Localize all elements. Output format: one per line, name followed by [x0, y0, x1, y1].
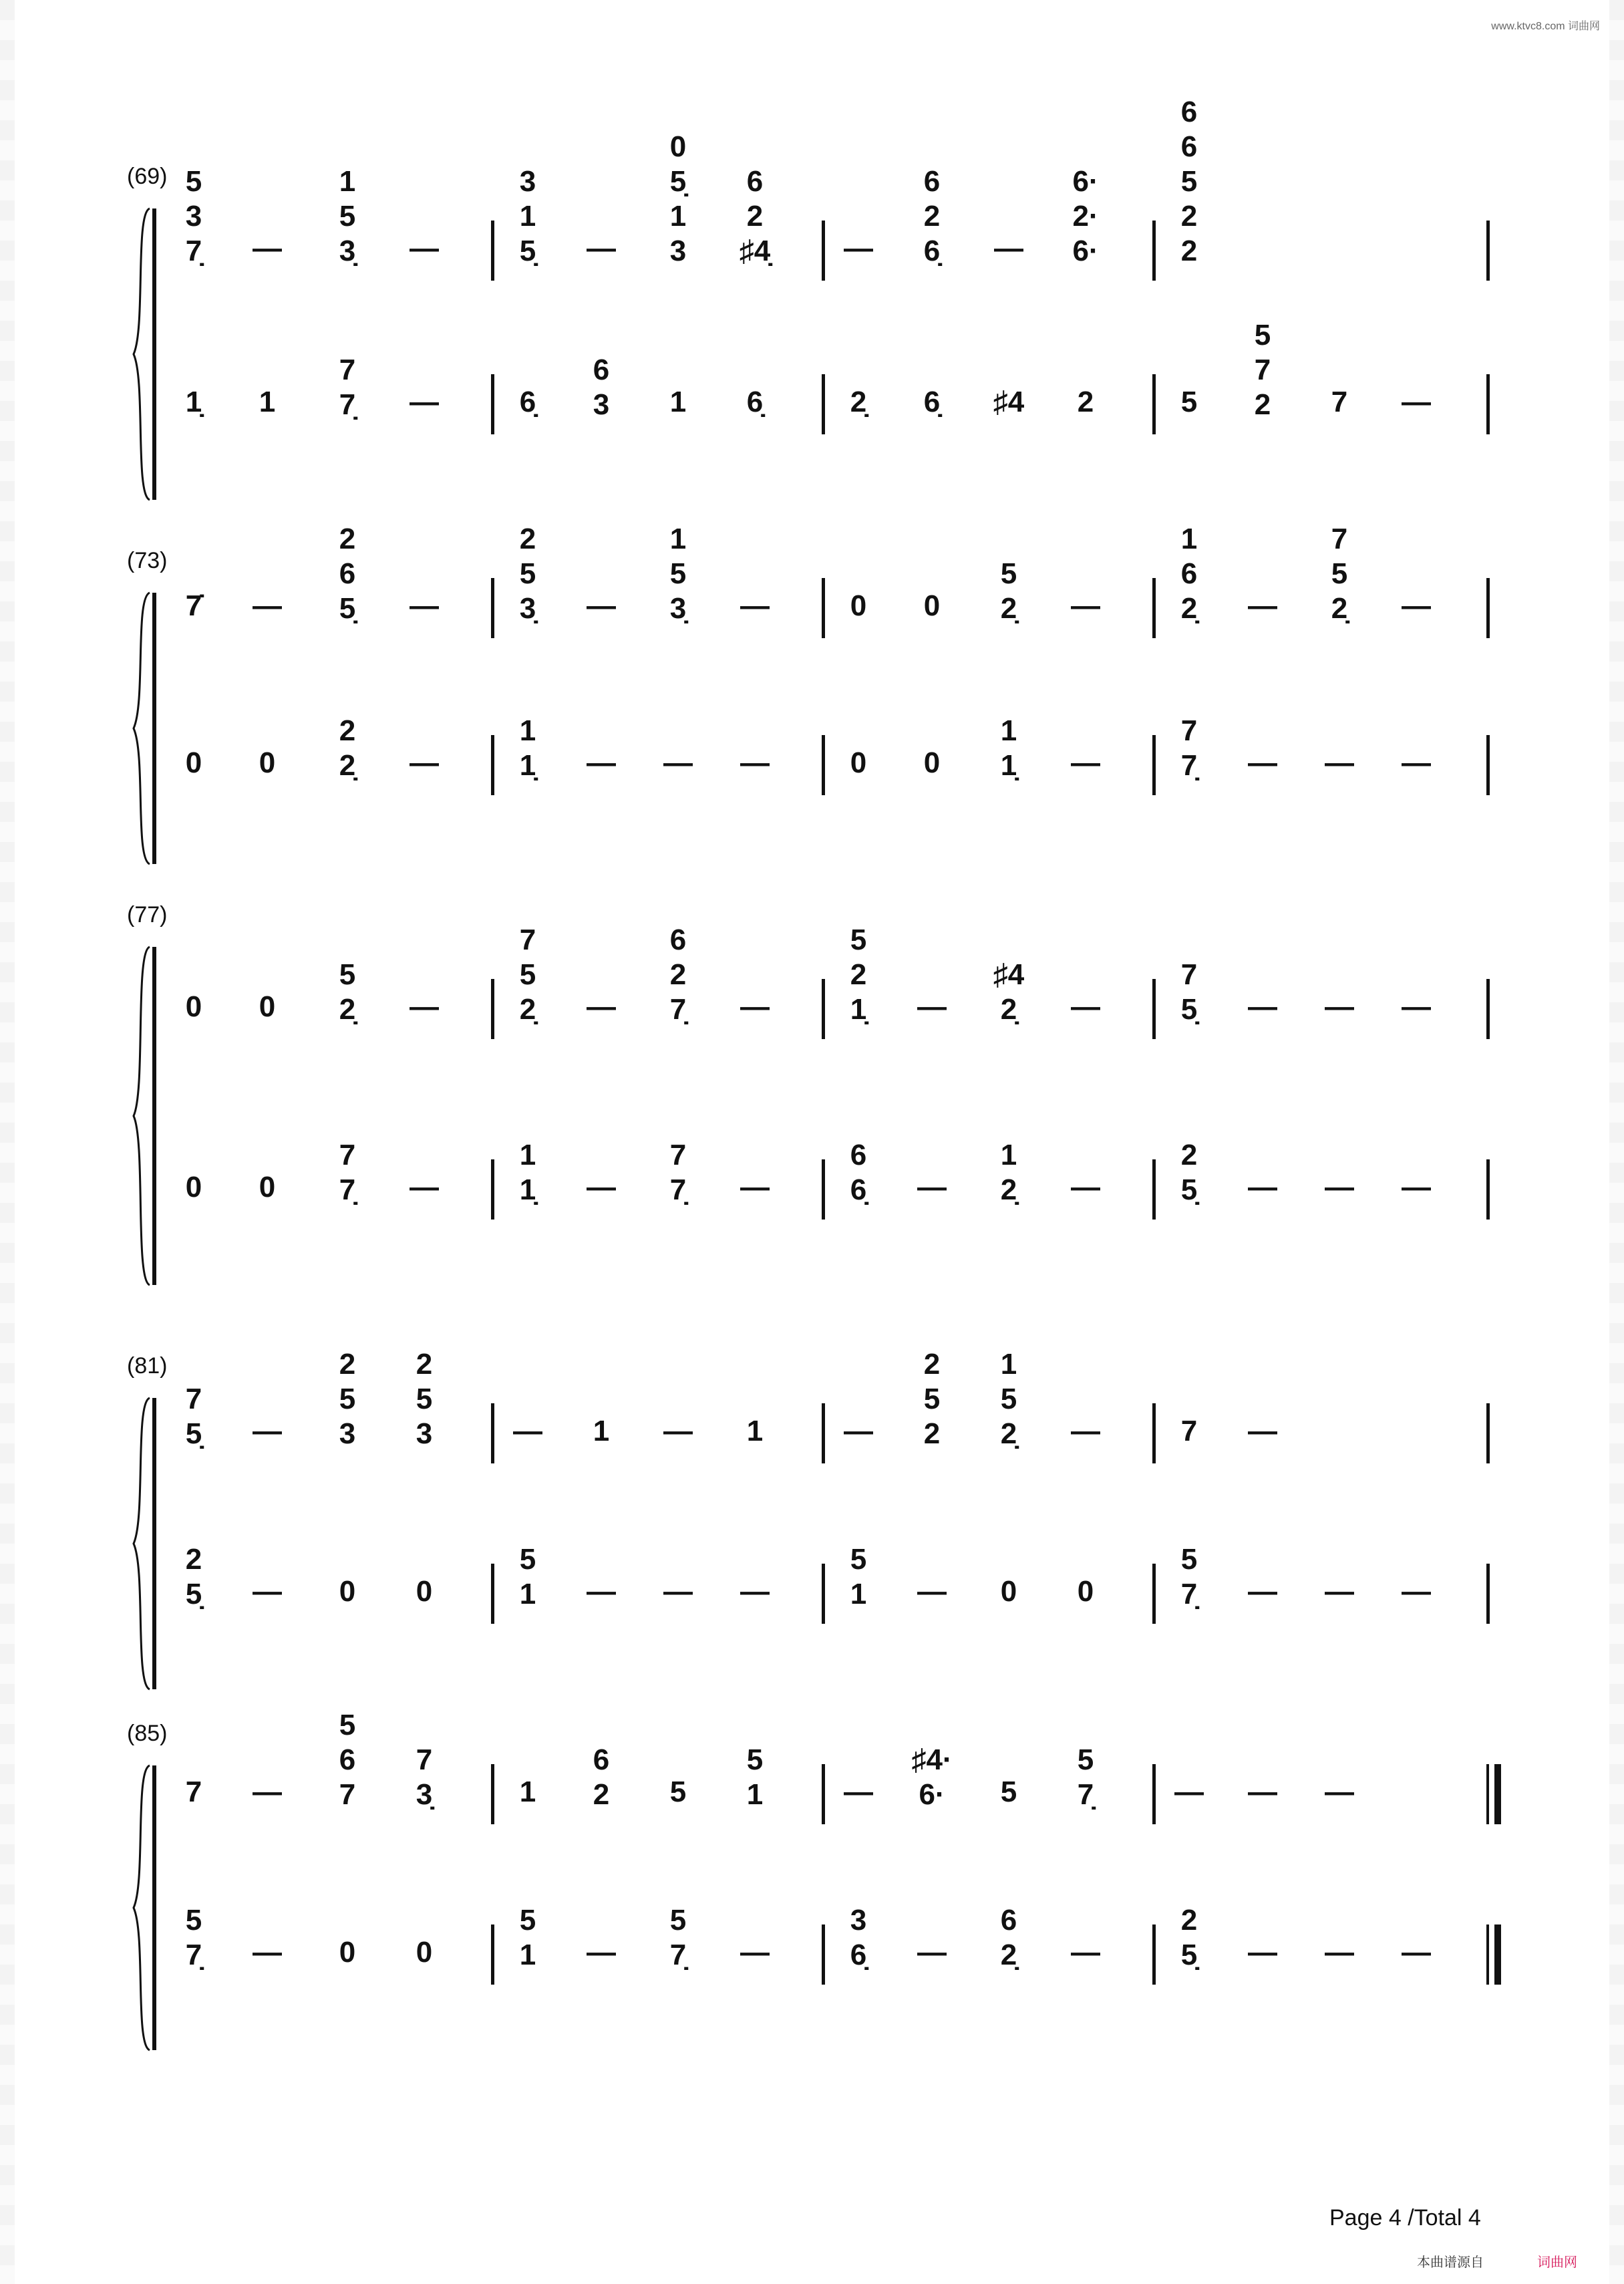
upper-note: 7 5̣	[185, 1383, 202, 1450]
measure-number: (69)	[127, 164, 168, 189]
upper-note: 3 1 5̣	[519, 165, 536, 267]
lower-note: —	[1402, 386, 1431, 418]
lower-note: 2 2̣	[339, 714, 356, 782]
lower-note: —	[1248, 1171, 1277, 1203]
upper-note: —	[1402, 990, 1431, 1023]
lower-note: 2	[1077, 386, 1094, 418]
upper-note: 0	[850, 589, 867, 622]
upper-note: 6· 2· 6·	[1072, 165, 1099, 267]
upper-note: —	[1248, 1415, 1277, 1447]
lower-staff	[0, 1904, 1624, 1981]
lower-note: 5 7̣	[185, 1904, 202, 1971]
lower-note: —	[1402, 1171, 1431, 1203]
upper-note: 7	[1180, 1415, 1198, 1447]
lower-note: —	[1402, 746, 1431, 779]
upper-note: —	[253, 232, 282, 265]
lower-note: 0	[416, 1936, 433, 1969]
measure-number: (81)	[127, 1353, 168, 1379]
lower-note: 6 6̣	[850, 1139, 867, 1206]
lower-note: —	[740, 1171, 770, 1203]
upper-note: 2 5 3	[416, 1348, 433, 1450]
measure-number: (73)	[127, 548, 168, 573]
lower-note: 5 1	[850, 1543, 867, 1610]
lower-note: —	[917, 1936, 947, 1969]
upper-note: 1 5 2̣	[1000, 1348, 1017, 1450]
upper-note: —	[1248, 589, 1277, 622]
upper-note: —	[994, 232, 1023, 265]
upper-note: 2 5 2	[923, 1348, 941, 1450]
lower-note: —	[1248, 1936, 1277, 1969]
upper-note: 2 6 5̣	[339, 523, 356, 625]
upper-note: 7	[185, 1775, 202, 1808]
upper-note: 7 3̣	[416, 1743, 433, 1811]
upper-note: 6 2	[593, 1743, 610, 1811]
lower-note: 6̣	[923, 386, 941, 418]
upper-note: —	[410, 990, 439, 1023]
lower-note: —	[587, 1171, 616, 1203]
lower-note: —	[663, 746, 693, 779]
lower-note: 0	[850, 746, 867, 779]
upper-note: —	[740, 990, 770, 1023]
upper-note: —	[1071, 990, 1100, 1023]
lower-note: 1̣	[185, 386, 202, 418]
upper-note: 0	[259, 990, 276, 1023]
upper-note: 0 5̣ 1 3	[669, 130, 687, 267]
lower-note: —	[1325, 1575, 1354, 1608]
upper-note: 6 2 ♯4̣	[739, 165, 771, 267]
lower-note: 7 7̣	[339, 1139, 356, 1206]
upper-note: —	[844, 1415, 873, 1447]
upper-note: 0	[923, 589, 941, 622]
upper-note: —	[663, 1415, 693, 1447]
lower-note: 1	[259, 386, 276, 418]
lower-note: —	[410, 1171, 439, 1203]
lower-note: —	[587, 1575, 616, 1608]
lower-note: —	[1325, 746, 1354, 779]
lower-note: —	[587, 746, 616, 779]
lower-note: 6̣	[746, 386, 764, 418]
lower-note: 0	[185, 1171, 202, 1203]
upper-note: —	[253, 1415, 282, 1447]
upper-note: —	[1325, 990, 1354, 1023]
upper-note: 5 2 1̣	[850, 923, 867, 1026]
lower-note: —	[587, 1936, 616, 1969]
lower-note: —	[663, 1575, 693, 1608]
lower-note: —	[1325, 1936, 1354, 1969]
upper-staff	[0, 923, 1624, 1035]
upper-note: —	[1325, 1775, 1354, 1808]
upper-note: —	[1248, 1775, 1277, 1808]
upper-note: 7 5 2̣	[519, 923, 536, 1026]
upper-note: —	[1174, 1775, 1204, 1808]
upper-note: —	[253, 589, 282, 622]
lower-note: 2̣	[850, 386, 867, 418]
measure-number: (77)	[127, 902, 168, 927]
upper-note: —	[1071, 1415, 1100, 1447]
upper-note: ♯4· 6·	[911, 1743, 953, 1811]
upper-note: —	[844, 232, 873, 265]
lower-note: —	[253, 1936, 282, 1969]
lower-staff	[0, 1139, 1624, 1216]
lower-staff	[0, 714, 1624, 791]
lower-note: 0	[923, 746, 941, 779]
upper-note: —	[917, 990, 947, 1023]
upper-note: 1	[519, 1775, 536, 1808]
upper-note: 2 5 3̣	[519, 523, 536, 625]
upper-note: —	[740, 589, 770, 622]
upper-note: 7 5 2̣	[1331, 523, 1348, 625]
upper-note: 1	[746, 1415, 764, 1447]
lower-note: 0	[416, 1575, 433, 1608]
upper-note: 1	[593, 1415, 610, 1447]
lower-note: 1 1̣	[519, 1139, 536, 1206]
source-note: 本曲谱源自	[1417, 2255, 1484, 2270]
upper-note: 5 3 7̣	[185, 165, 202, 267]
lower-note: 0	[185, 746, 202, 779]
lower-note: 5 7̣	[1180, 1543, 1198, 1610]
upper-note: 5 7̣	[1077, 1743, 1094, 1811]
lower-note: 7 7̣	[669, 1139, 687, 1206]
upper-note: 6 2 6̣	[923, 165, 941, 267]
upper-note: —	[253, 1775, 282, 1808]
upper-note: 5 1	[746, 1743, 764, 1811]
lower-note: —	[1071, 1936, 1100, 1969]
upper-note: —	[844, 1775, 873, 1808]
lower-note: 1	[669, 386, 687, 418]
upper-note: 1 5 3̣	[339, 165, 356, 267]
upper-note: —	[587, 990, 616, 1023]
upper-note: ♯4 2̣	[993, 958, 1025, 1026]
upper-note: 7 5̣	[1180, 958, 1198, 1026]
lower-note: 7 7̣	[1180, 714, 1198, 782]
lower-note: 5 1	[519, 1543, 536, 1610]
lower-note: 1 1̣	[519, 714, 536, 782]
lower-note: —	[1402, 1936, 1431, 1969]
upper-note: 7̇	[185, 589, 202, 622]
upper-note: 5 6 7	[339, 1709, 356, 1811]
upper-note: 0	[185, 990, 202, 1023]
lower-note: —	[1325, 1171, 1354, 1203]
upper-note: —	[1071, 589, 1100, 622]
upper-note: —	[587, 232, 616, 265]
lower-note: ♯4	[993, 386, 1025, 418]
upper-note: 5 2̣	[339, 958, 356, 1026]
upper-note: 2 5 3	[339, 1348, 356, 1450]
lower-note: 0	[1000, 1575, 1017, 1608]
lower-note: 6 3	[593, 353, 610, 421]
lower-note: —	[1248, 746, 1277, 779]
brand-logo-text: 词曲网	[1537, 2255, 1577, 2270]
page-indicator: Page 4 /Total 4	[1329, 2205, 1481, 2231]
lower-staff	[0, 1543, 1624, 1620]
lower-note: —	[410, 746, 439, 779]
lower-note: —	[740, 746, 770, 779]
upper-note: 6 6 5 2 2	[1180, 96, 1198, 267]
lower-note: 0	[339, 1936, 356, 1969]
upper-note: 5 2̣	[1000, 557, 1017, 625]
lower-note: 2 5̣	[1180, 1904, 1198, 1971]
upper-note: —	[1402, 589, 1431, 622]
measure-number: (85)	[127, 1721, 168, 1746]
upper-note: —	[1248, 990, 1277, 1023]
lower-note: 5 7 2	[1254, 319, 1271, 421]
lower-note: —	[1071, 746, 1100, 779]
upper-note: 5	[669, 1775, 687, 1808]
lower-note: 6̣	[519, 386, 536, 418]
lower-note: 1 1̣	[1000, 714, 1017, 782]
lower-note: 2 5̣	[1180, 1139, 1198, 1206]
upper-note: —	[513, 1415, 542, 1447]
lower-note: 0	[259, 746, 276, 779]
lower-note: 0	[1077, 1575, 1094, 1608]
lower-note: 7	[1331, 386, 1348, 418]
upper-note: 6 2 7̣	[669, 923, 687, 1026]
lower-note: —	[917, 1575, 947, 1608]
lower-note: —	[410, 386, 439, 418]
lower-note: 0	[259, 1171, 276, 1203]
lower-note: —	[740, 1936, 770, 1969]
lower-note: —	[740, 1575, 770, 1608]
lower-note: —	[253, 1575, 282, 1608]
lower-note: 3 6̣	[850, 1904, 867, 1971]
upper-note: —	[410, 232, 439, 265]
lower-note: —	[1402, 1575, 1431, 1608]
site-watermark: www.ktvc8.com 词曲网	[1491, 21, 1600, 32]
upper-note: 1 6 2̣	[1180, 523, 1198, 625]
lower-note: —	[1248, 1575, 1277, 1608]
upper-note: —	[587, 589, 616, 622]
upper-note: —	[410, 589, 439, 622]
upper-note: 1 5 3̣	[669, 523, 687, 625]
lower-note: 6 2̣	[1000, 1904, 1017, 1971]
lower-staff	[0, 319, 1624, 430]
lower-note: 0	[339, 1575, 356, 1608]
lower-note: 5 7̣	[669, 1904, 687, 1971]
lower-note: —	[1071, 1171, 1100, 1203]
lower-note: 7 7̣	[339, 353, 356, 421]
lower-note: 5	[1180, 386, 1198, 418]
lower-note: 2 5̣	[185, 1543, 202, 1610]
lower-note: 5 1	[519, 1904, 536, 1971]
upper-note: 5	[1000, 1775, 1017, 1808]
lower-note: —	[917, 1171, 947, 1203]
lower-note: 1 2̣	[1000, 1139, 1017, 1206]
